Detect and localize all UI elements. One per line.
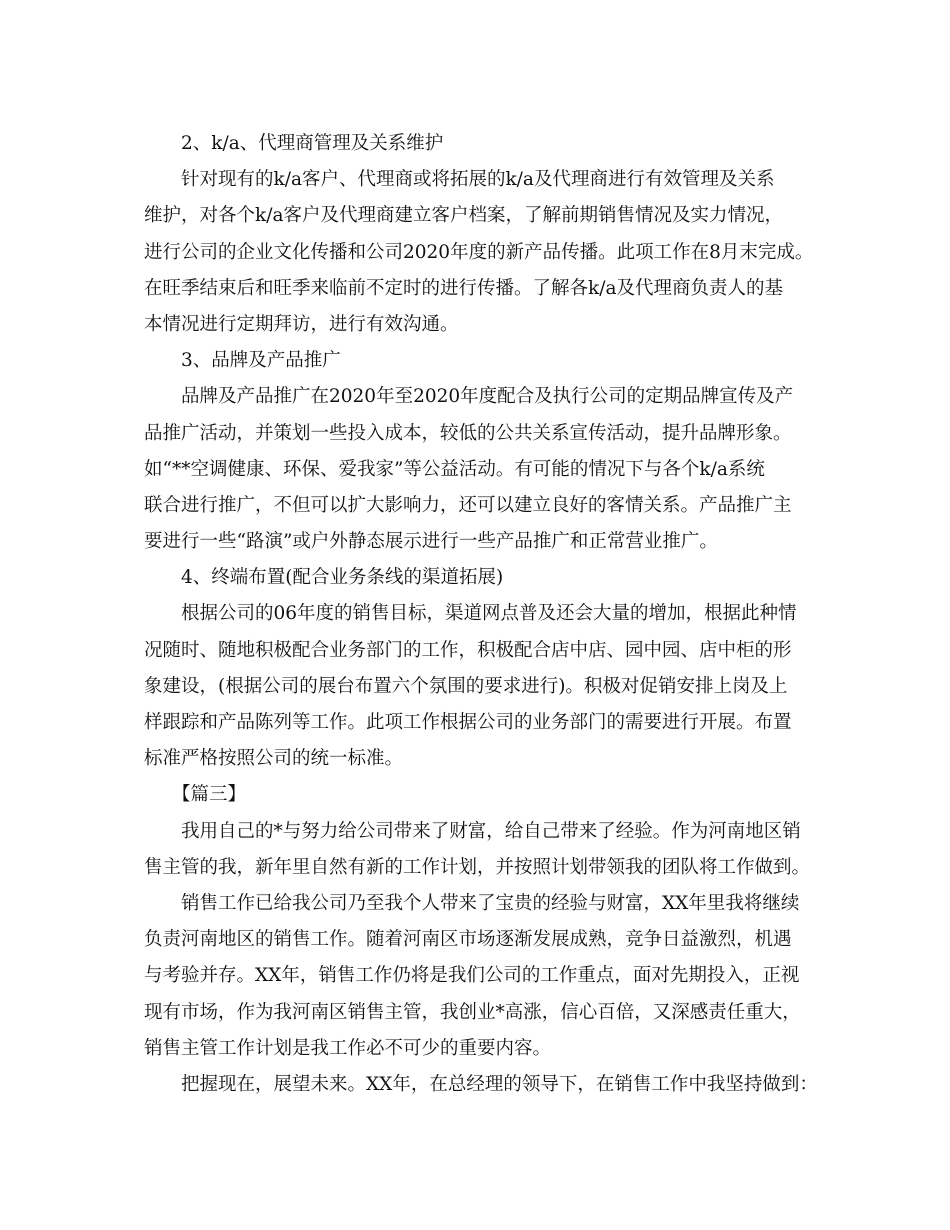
section-heading: 4、终端布置(配合业务条线的渠道拓展) — [181, 567, 504, 589]
paragraph-line: 与考验并存。XX年，销售工作仍将是我们公司的工作重点，面对先期投入，正视 — [144, 965, 800, 987]
section-heading: 3、品牌及产品推广 — [181, 350, 341, 372]
paragraph-line: 联合进行推广，不但可以扩大影响力，还可以建立良好的客情关系。产品推广主 — [144, 494, 792, 516]
paragraph-line: 况随时、随地积极配合业务部门的工作，积极配合店中店、园中园、店中柜的形 — [144, 639, 792, 661]
document-body — [144, 126, 824, 1103]
paragraph-line: 样跟踪和产品陈列等工作。此项工作根据公司的业务部门的需要进行开展。布置 — [144, 712, 792, 733]
paragraph-line: 销售主管工作计划是我工作必不可少的重要内容。 — [144, 1037, 552, 1059]
paragraph-line: 要进行一些“路演”或户外静态展示进行一些产品推广和正常营业推广。 — [144, 531, 718, 553]
paragraph-line: 现有市场，作为我河南区销售主管，我创业*高涨，信心百倍，又深感责任重大， — [144, 1001, 801, 1023]
paragraph-line: 我用自己的*与努力给公司带来了财富，给自己带来了经验。作为河南地区销 — [181, 820, 801, 842]
paragraph-line: 如“**空调健康、环保、爱我家”等公益活动。有可能的情况下与各个k/a系统 — [144, 458, 765, 480]
paragraph-line: 维护，对各个k/a客户及代理商建立客户档案，了解前期销售情况及实力情况， — [144, 205, 783, 227]
paragraph-line: 销售工作已给我公司乃至我个人带来了宝贵的经验与财富，XX年里我将继续 — [181, 892, 800, 914]
paragraph-line: 负责河南地区的销售工作。随着河南区市场逐渐发展成熟，竞争日益激烈，机遇 — [144, 929, 792, 951]
paragraph-line: 品牌及产品推广在2020年至2020年度配合及执行公司的定期品牌宣传及产 — [181, 386, 794, 408]
paragraph-line: 售主管的我，新年里自然有新的工作计划，并按照计划带领我的团队将工作做到。 — [144, 856, 811, 878]
paragraph-line: 在旺季结束后和旺季来临前不定时的进行传播。了解各k/a及代理商负责人的基 — [144, 277, 783, 299]
paragraph-line: 进行公司的企业文化传播和公司2020年度的新产品传播。此项工作在8月末完成。 — [144, 241, 814, 263]
paragraph-line: 本情况进行定期拜访，进行有效沟通。 — [144, 313, 459, 335]
part-title: 【篇三】 — [172, 784, 247, 806]
paragraph-line: 把握现在，展望未来。XX年，在总经理的领导下，在销售工作中我坚持做到： — [181, 1073, 818, 1095]
section-heading: 2、k/a、代理商管理及关系维护 — [181, 133, 444, 154]
paragraph-line: 标准严格按照公司的统一标准。 — [144, 748, 404, 770]
paragraph-line: 品推广活动，并策划一些投入成本，较低的公共关系宣传活动，提升品牌形象。 — [144, 422, 792, 444]
paragraph-line: 根据公司的06年度的销售目标，渠道网点普及还会大量的增加，根据此种情 — [181, 603, 797, 625]
paragraph-line: 针对现有的k/a客户、代理商或将拓展的k/a及代理商进行有效管理及关系 — [181, 169, 775, 191]
paragraph-line: 象建设，(根据公司的展台布置六个氛围的要求进行)。积极对促销安排上岗及上 — [144, 675, 788, 697]
